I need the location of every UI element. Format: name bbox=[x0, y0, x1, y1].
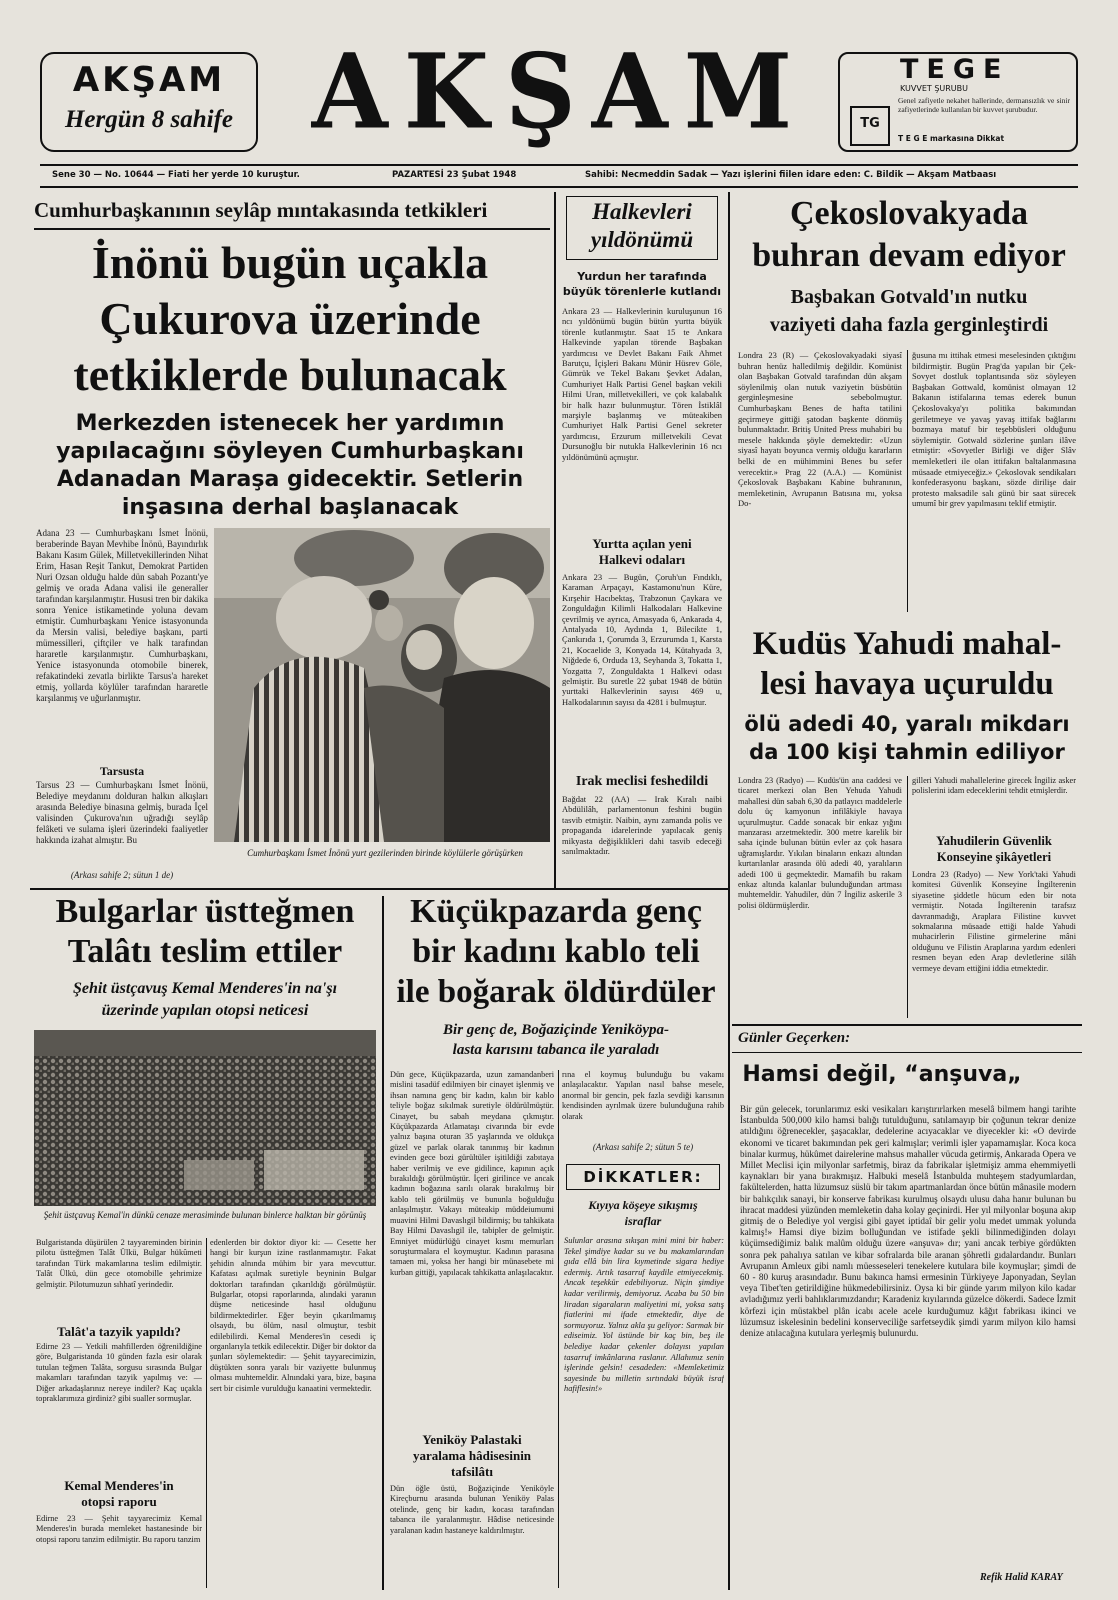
lead-body-2: Tarsus 23 — Cumhurbaşkanı İsmet İnönü, Belediye meydanını dolduran halkın alkışları arasında Belediye binasına gelmiş, burada İçel valisinden Çukurova'nın uğradığı seylâp felâketi ve sulama işleri üzerindeki faaliyetler hakkında izahat almıştır. Bu bbox=[36, 780, 208, 845]
dateline-date: PAZARTESİ 23 Şubat 1948 bbox=[392, 170, 517, 180]
lead-photo bbox=[214, 528, 550, 842]
bulgar-headline-2: Talâtı teslim ettiler bbox=[67, 933, 343, 970]
kucukpazar-subhead-3: tafsilâtı bbox=[451, 1464, 493, 1479]
bulgar-subhead: Talât'a tazyik yapıldı? bbox=[57, 1324, 181, 1339]
kucukpazar-sub-1: Bir genç de, Boğaziçinde Yeniköypa- bbox=[443, 1022, 669, 1038]
bulgar-headline-1: Bulgarlar üstteğmen bbox=[55, 893, 355, 930]
dateline-left: Sene 30 — No. 10644 — Fiati her yerde 10 kuruştur. bbox=[52, 170, 300, 180]
lead-deck-4: inşasına derhal başlanacak bbox=[121, 495, 459, 520]
bulgar-photo-image bbox=[34, 1030, 376, 1206]
lead-photo-image bbox=[214, 528, 550, 842]
bulgar-body-2: Edirne 23 — Yetkili mahfillerden öğrenildiğine göre, Bulgaristanda 10 günden fazla esir olarak tutulan teğmen Talâta, sorgusu sırasında Bulgar makamları tarafından tazyik yapılmış ve: — Diğer arkadaşlarınız nereye indiler? Kaç uçakla topraklarımıza girdiniz? gibi sualler sormuşlar. bbox=[36, 1342, 202, 1404]
bulgar-subhead-2-line1: Kemal Menderes'in bbox=[64, 1478, 174, 1493]
masthead-left-tagline: Hergün 8 sahife bbox=[64, 106, 234, 133]
czech-sub-1: Başbakan Gotvald'ın nutku bbox=[790, 286, 1028, 308]
column-rule-1 bbox=[554, 192, 556, 888]
lead-headline-3: tetkiklerde bulunacak bbox=[73, 349, 507, 400]
halkevleri-sub-1: Yurdun her tarafında bbox=[577, 270, 707, 283]
czech-sub-2: vaziyeti daha fazla gerginleştirdi bbox=[769, 314, 1049, 336]
tege-text: Genel zafiyetle nekahet hallerinde, dermansızlık ve sinir zafiyetlerinde kullanılan bir kuvvet şurubudur. bbox=[898, 96, 1070, 114]
bulgar-sub-2: üzerinde yapılan otopsi neticesi bbox=[101, 1002, 309, 1019]
kucukpazar-body-right: rına el koymuş bulunduğu bu vakamı anlaşılacaktır. Yapılan nasıl bahse mesele, anormal bir gencin, pek fazla sevdiği karısının kendisinden ayrılmak üzere bulunduğuna rahib olarak bbox=[562, 1070, 724, 1121]
lead-deck-1: Merkezden istenecek her yardımın bbox=[75, 411, 505, 436]
gunler-signature: Refik Halid KARAY bbox=[980, 1572, 1063, 1583]
tege-tagline: T E G E markasına Dikkat bbox=[898, 134, 1005, 143]
kudus-sub-1: ölü adedi 40, yaralı mikdarı bbox=[744, 712, 1070, 736]
halkevleri-title-box bbox=[566, 196, 718, 260]
masthead-left-name: AKŞAM bbox=[72, 60, 226, 100]
dateline-right: Sahibi: Necmeddin Sadak — Yazı işlerini fiilen idare eden: C. Bildik — Akşam Matbaası bbox=[585, 170, 997, 180]
bulgar-sub-1: Şehit üstçavuş Kemal Menderes'in na'şı bbox=[72, 980, 338, 997]
kudus-body-right: gilleri Yahudi mahallelerine girecek İngiliz asker polislerini idam edeceklerini tehdit etmişlerdir. bbox=[912, 776, 1076, 796]
kudus-subhead-2: Konseyine şikâyetleri bbox=[936, 850, 1052, 864]
dikkatler-sub-2: israflar bbox=[624, 1214, 662, 1228]
kucukpazar-column-rule bbox=[558, 1070, 559, 1588]
irak-body: Bağdat 22 (AA) — Irak Kıralı naibi Abdülilâh, parlamentonun feshini bugün tasvib etmiştir. Naibin, aynı zamanda polis ve propaganda idarelerinde yapılacak geniş mikyasta değişiklikleri dahi tasvib edeceği sanılmaktadır. bbox=[562, 794, 722, 857]
bulgar-body-col2: edenlerden bir doktor diyor ki: — Cesette her hangi bir kurşun izine rastlanmamıştır. Fakat şehidin alnında mühim bir yara mevcuttur. Kafatası açılmak suretiyle beyninin Bulgar doktorları tarafından çıkarıldığı görülmüştür. Bulgarlar, otopsi raporlarında, alındaki yaranın düşme neticesinde hasıl olduğunu bildirmektedirler. Eğer beyin çıkarılmamış olsaydı, bu ölüm, nasıl olmuştur, tesbit edilebilirdi. Kemal Menderes'in cesedi iç organlarıyla tetkik edilecektir. Diğer bir doktor da şunları söylemektedir: — Şehit tayyarecimizin, düştükten sonra yaralı bir vaziyette bulunmuş olması muhtemeldir. Alnındaki yara, bize, başına sert bir cisimle vurulduğu kanaatini vermektedir. bbox=[210, 1238, 376, 1393]
lead-kicker: Cumhurbaşkanının seylâp mıntakasında tetkikleri bbox=[34, 198, 488, 222]
tege-logo-icon bbox=[850, 106, 890, 146]
kudus-sub-2: da 100 kişi tahmin ediliyor bbox=[749, 740, 1065, 764]
tege-subtitle: KUVVET ŞURUBU bbox=[900, 84, 969, 93]
halkevleri-sub2-1: Yurtta açılan yeni bbox=[592, 536, 692, 551]
kucukpazar-headline-2: bir kadını kablo teli bbox=[412, 933, 700, 970]
lead-bottom-rule bbox=[30, 888, 730, 890]
halkevleri-body: Ankara 23 — Halkevlerinin kuruluşunun 16 ncı yıldönümü bugün bütün yurtta büyük törenle kutlanmıştır. Saat 15 te Ankara Halkevinde yapılan törende Başbakan yardımcısı ve Devlet Bakanı Faik Ahmet Barutçu, İçişleri Bakanı Münir Hüsrev Göle, Gümrük ve Tekel Bakanı Şevket Adalan, Cumhuriyet Halk Partisi Genel başkan vekili Hilmi Uran, milletvekilleri, ve çok kalabalık bir halk hazır bulunmuştur. Tören İstiklâl marşiyle başlanmış ve müteakiben Cumhuriyet Halk Partisi Genel sekreter yardımcısı, Erzurum milletvekili Cevat Dursunoğlu bir nutukla Halkevlerinin 16 ncı yıldönümünü açmıştır. bbox=[562, 306, 722, 462]
dateline-rule-top bbox=[40, 164, 1078, 166]
halkevleri-body-2: Ankara 23 — Bugün, Çoruh'un Fındıklı, Karaman Arpaçayı, Kastamonu'nun Küre, Kırşehir Hacıbektaş, Trabzonun Çaykara ve Zonguldağın Kilimli Halkodaları Halkevine çevrilmiş ve ayrıca, Amasyada 6, Ankarada 4, Antalyada 10, Aydında 1, Bilecikte 1, Çankırıda 1, Çorumda 3, Erzurumda 1, Karsta 21, Kocaelide 3, Konyada 14, Kütahyada 3, Niğdede 6, Orduda 13, Seyhanda 3, Tokatta 1, Yozgatta 7, Zonguldakta 1 Halkevi odası gelmiştir. Bu suretle 22 şubat 1948 de bütün yurttaki Halkevlerinin sayısı 469 u, Halkodalarının sayısı da 4281 i bulmuştur. bbox=[562, 572, 722, 707]
gunler-top-rule bbox=[732, 1024, 1082, 1026]
gunler-title: Hamsi değil, “anşuva„ bbox=[742, 1062, 1022, 1087]
bulgar-photo-caption: Şehit üstçavuş Kemal'in dünkü cenaze merasiminde bulunan binlerce halktan bir görünüş bbox=[43, 1210, 367, 1220]
lead-headline-1: İnönü bugün uçakla bbox=[91, 237, 489, 288]
bulgar-column-rule bbox=[206, 1238, 207, 1588]
kucukpazar-sub-2: lasta karısını tabanca ile yaraladı bbox=[452, 1042, 660, 1058]
dikkatler-title: DİKKATLER: bbox=[583, 1168, 703, 1186]
column-rule-2 bbox=[728, 192, 730, 1590]
kudus-column-rule bbox=[907, 776, 908, 1018]
bulgar-body-3: Edirne 23 — Şehit tayyarecimiz Kemal Menderes'in burada memleket hastanesinde bir otopsi raporu tanzim edilmiştir. Bu raporu tanzim bbox=[36, 1514, 202, 1544]
halkevleri-sub-2: büyük törenlerle kutlandı bbox=[562, 285, 722, 298]
kucukpazar-subhead-2: yaralama hâdisesinin bbox=[412, 1448, 532, 1463]
tege-brand: TEGE bbox=[900, 54, 1010, 85]
czech-headline-1: Çekoslovakyada bbox=[789, 195, 1029, 232]
kucukpazar-body-left: Dün gece, Küçükpazarda, uzun zamandanberi mislini tasadüf edilmiyen bir cinayet işlenmiş ve ihsan namına genç bir kadın, kalın bir kablo teliyle boğaz sıkılmak suretiyle öldürülmüştür. Cinayet, bu sabah meydana çıkmıştır. Küçükpazarda Atlamataşı civarında bir evde yalnız başına oturan 35 yaşlarında ve oldukça güzel ve parlak olarak tanınmış bir kadının evinden gece bozi gürültüler işitildiği zabıtaya haber verilmiş ve eve gidilince, kapının açık bırakıldığı görülmüştür. İçeri girilince ve ancak kadının boğazına sarılı olarak bırakılmış bir kablo teli görülmüş ve bununla boğulduğu anlaşılmıştır. Vakayı müteakip müddeiumumi muavini Hilmi Davaslıgil bildirmiş; bu tahkikata Bay Hilmi Davaslıgil ile, tabipler de gelmiştir. Emniyet müdürlüğü cinayet kısmı memurları soruşturmalara el koymuştur. Kadının parasına tamaen mi, yoksa her hangi bir münasebete mi kurban gittiği, yapılacak tahkikatta anlaşılacaktır. bbox=[390, 1070, 554, 1277]
lead-subhead-tarsus: Tarsusta bbox=[99, 764, 145, 778]
dikkatler-title-box bbox=[566, 1164, 720, 1190]
kudus-body-2: Londra 23 (Radyo) — New York'taki Yahudi komitesi Güvenlik Konseyine İngilterenin siyasetine şiddetle hücum eden bir nota vermiştir. Notada İngilterenin tarafsız davranmadığı, Araplara Filistine kuvvet sokmalarına müsaade ettiği halde Yahudi muhacirlerin Filistine girmelerine mâni olduğunu ve Filistin Araplarına yardım edenleri resmen beyan eden Arap devletlerine silâh vermeye devam ettiğini iddia etmektedir. bbox=[912, 870, 1076, 973]
lead-deck-2: yapılacağını söyleyen Cumhurbaşkanı bbox=[56, 439, 524, 464]
masthead-title: AKŞAM bbox=[311, 32, 809, 153]
bulgar-photo bbox=[34, 1030, 376, 1206]
tege-logo-letters: TG bbox=[860, 116, 880, 131]
kudus-headline-2: lesi havaya uçuruldu bbox=[760, 666, 1054, 702]
tege-ad-box bbox=[838, 52, 1078, 152]
halkevleri-title-2: yıldönümü bbox=[590, 227, 694, 252]
czech-column-rule bbox=[907, 350, 908, 612]
column-rule-3 bbox=[382, 896, 384, 1590]
kucukpazar-continued: (Arkası sahife 2; sütun 5 te) bbox=[592, 1142, 694, 1152]
kudus-headline-1: Kudüs Yahudi mahal- bbox=[752, 626, 1062, 662]
bulgar-subhead-2-line2: otopsi raporu bbox=[81, 1494, 157, 1509]
kudus-body-left: Londra 23 (Radyo) — Kudüs'ün ana caddesi ve ticaret merkezi olan Ben Yehuda Yahudi mahallesi dün sabah 6,30 da patlayıcı maddelerle dolu üç kamyonun infilâkiyle havaya uçurulmuştur. Cadde sonacak bir enkaz yığını manzarası arzetmektedir. 300 metre karelik bir saha içinde bulunan bütün evler az çok hasara uğramışlardır. Yıkılan binaların enkazı altından kurtarılanlar arasında ölü adedi 40, yaralıların adedi 100 ü geçmektedir. Mamafih bu rakam enkaz altında kalanlar bulunduğundan artması muhtemeldir. Yahudiler, dün 7 İngiliz askerile 3 polisi öldürmüşlerdir. bbox=[738, 776, 902, 910]
czech-body-left: Londra 23 (R) — Çekoslovakyadaki siyasî buhran henüz halledilmiş değildir. Komünist olan Başbakan Gotvald tarafından dün akşam söylenilmiş olan nutuk vaziyetin büsbütün gerginleşmesine sebebolmuştur. Cumhurbaşkanı Benes de hafta tatilini geçirmeye gittiği şatodan başkente dönmüş bulunmaktadır. Britiş United Press muhabiri bu mesele hakkında şöyle demektedir: «Uzun siyasî hayatı boyunca vermiş olduğu kararların belki de en mühimmini Benes bu sefer verecektir.» Prag 22 (A.A.) — Komünist Çekoslovak Başbakanı Kabine buhranının, memleketinin, Avrupanın Batısına mı, yoksa Do- bbox=[738, 350, 902, 509]
lead-deck-3: Adanadan Maraşa gidecektir. Setlerin bbox=[56, 467, 524, 492]
halkevleri-sub2-2: Halkevi odaları bbox=[598, 552, 686, 567]
lead-body: Adana 23 — Cumhurbaşkanı İsmet İnönü, beraberinde Bayan Mevhibe İnönü, Bayındırlık Bakanı Kasım Gülek, Milletvekillerinden Nihat Erim, Hasan Reşit Tankut, Demokrat Partiden Nuri Ozsan olduğu halde dün sabah Pozantı'ye gelmiş ve orada Adana valisi ile generaller tarafından karşılanmıştır. Hususi tren bir dakika sonra Yenice istikametinde yoluna devam etmiştir. Cumhurbaşkanı Yenice istasyonunda da Mersin valisi, belediye başkanı, parti mümessilleri, çiftçiler ve halk tarafından hararetle karşılanmıştır. Cumhurbaşkanı, Yenice istasyonunda otomobile binerek, refakatindeki zevatla birlikte Tarsus'a hareket etmiş, yollarda köylüler tarafından hararetle karşılanmış ve uğurlanmıştır. bbox=[36, 528, 208, 703]
irak-title: Irak meclisi feshedildi bbox=[575, 774, 709, 789]
dikkatler-sub-1: Kıyıya köşeye sıkışmış bbox=[588, 1198, 698, 1212]
dikkatler-body: Sulunlar arasına sıkışan mini mini bir haber: Tekel şimdiye kadar su ve bu makamlarından gıda ellâ bin lira kıymetinde sigara hediye edermiş. Artık tasarruf kaydile etmiyecekmiş. Ancak teşekkür edebiliyoruz. Niçin şimdiye kadar verilirmiş, demiyoruz. Acaba bu 50 bin liradan sigaraların maliyetini mi, yoksa satış fiatlerini mi ifade etmektedir, diye de sormuyoruz. Yalnız akla şu geliyor: Sarmak bir ediseimiz. Yol üstünde bir kaç bin, beş ile belediye kadar çekenler dolayısı yapılan tasarruf imkânlarına raslanır. Allahımız senin işlerinde gelsin! cesadeden: «Memleketimiz sayesinde bu milletin sırtındaki büyük israf hafiflesin!» bbox=[564, 1236, 724, 1394]
kucukpazar-body-2: Dün öğle üstü, Boğaziçinde Yeniköyle Kireçburnu arasında bulunan Yeniköy Palas otelinde, genç bir kadın, kocası tarafından tabanca ile yaralanmıştır. Hâdise neticesinde yaralanan kadın hastaneye kaldırılmıştır. bbox=[390, 1484, 554, 1535]
kucukpazar-subhead-1: Yeniköy Palastaki bbox=[422, 1432, 522, 1447]
czech-body-right: ğusuna mı ittihak etmesi meselesinden çıktığını bildirmiştir. Bugün Prag'da yapılan bir Çek-Sovyet dostluk toplantısında söz söyleyen Başbakan Gottwald, komünist olmayan 12 Bakanın istifalarına temas ederek bunun Çekoslovakya'yı politika bakımından geriletmeye ve yavaş yavaş ittifak bağlarını bozmaya matuf bir teşebbüsleri olduğunu söylemiştir. Gotwald sözlerine şunları ilâve etmiştir: «Sovyetler Birliği ve diğer Slâv memleketleri ile olan ittifakın baltalanmasına müsaade etmiyeceğiz.» Çekoslovak sendikaları konfederasyonu başkanı, sözde dirilişe dair protesto maksadile salı günü bir saat sürecek umumî bir grev yapılmasını teklif etmiştir. bbox=[912, 350, 1076, 509]
lead-photo-caption: Cumhurbaşkanı İsmet İnönü yurt gezilerinden birinde köylülerle görüşürken bbox=[247, 848, 523, 858]
czech-headline-2: buhran devam ediyor bbox=[752, 237, 1066, 274]
bulgar-body: Bulgaristanda düşürülen 2 tayyareminden birinin pilotu üstteğmen Talât Ülkü, Bulgar hükûmeti tarafından Türk makamlarına teslim edilmiştir. Talât Ülkü, dün gece otomobille şehrimize gelmiştir. Pilotumuzun sıhhatî yerindedir. bbox=[36, 1238, 202, 1289]
gunler-body: Bir gün gelecek, torunlarımız eski vesikaları karıştırırlarken meselâ bilmem hangi tarihte İstanbulda 500,000 kilo hamsi balığı tutulduğunu, satılamayıp bir çoğunun tekrar denize atıldığını öğrenecekler, şaşacaklar, dedelerine acıyacaklar ve diyecekler ki: «O devirde ekonomi ve ticaret bakımından pek geri kalmışlar; verimli işler yapamamışlar. Koca koca binalar kurmuş, hükûmet dairelerine mahsus mahaller vücuda getirmiş, Ankarada Opera ve Millet Meclisi için milyonlar sarfetmiş, biraz da fabrikalar işletmişiz amma ehemmiyetli kaynakları bir yana bırakmışız. Halbuki meselâ İstanbulda muhteşem stadyumlardan, fakültelerden, hatta lüzumsuz süslü bir takım apartmanlardan önce bütün mânasile modern bir balıkçılık sanayi, bir konserve fabrikası kurulmuş olsaydı ulusu daha hanır bulunan bu ihracat maddesi yüzünden memleketin daha kolay geçinirdi. Her yıl milyonlar boşuna akıp gitmiş de o Belediye yol vergisi gibi gayet iptidaî bir gelir yolu medet ummak yolunda kalmış!» Hamsi diye bizim bolluğundan ve istifade şekli bilinmediğinden dolayı küçümsediğimiz balık malûm olduğu üzere «anşuva» dır; yani ancak terbiye gördükten sonra pek pahalıya satılan ve kibar sofralarda bile aranan şöhretli gıdalardandır. Bunları Avrupanın Amleux gibi namlı müesseseleri tenekelere kutulara bile koymuşlar; şimdi de 60 - 80 kuruş arasındadır. Bunu bakınca hamsi ermesinin Türkiyeye Japonyadan, Seylan veya Tibet'ten getirildiğine hükmedebilirsiniz. Oysa ki bir günde yarım milyon kilo kadar avladığımız yerli bahlıklarımızdandır; Karadeniz kıyılarında güzelce dökerdi. Sadece İzmit körfezi için müstakbel plân icabı acele acele kurduğumuz kâğıt fabrikası ikinci ve lüzumsuz iskelesinin bedelini konserveciliğe sarfetseydik şimdi yarım milyon kilo hamsi denize atılacağına kutulara yerleşmiş bulunurdu. bbox=[740, 1104, 1076, 1339]
gunler-header-rule bbox=[732, 1052, 1082, 1053]
lead-continued: (Arkası sahife 2; sütun 1 de) bbox=[70, 870, 174, 880]
lead-kicker-rule bbox=[34, 228, 550, 230]
kucukpazar-headline-3: ile boğarak öldürdüler bbox=[396, 974, 716, 1010]
kudus-subhead-1: Yahudilerin Güvenlik bbox=[936, 834, 1052, 848]
lead-headline-2: Çukurova üzerinde bbox=[99, 293, 481, 344]
dateline-rule-bottom bbox=[40, 186, 1078, 188]
kucukpazar-headline-1: Küçükpazarda genç bbox=[410, 893, 702, 930]
masthead-left-box bbox=[40, 52, 258, 152]
halkevleri-title-1: Halkevleri bbox=[592, 199, 692, 224]
gunler-header: Günler Geçerken: bbox=[738, 1030, 851, 1046]
